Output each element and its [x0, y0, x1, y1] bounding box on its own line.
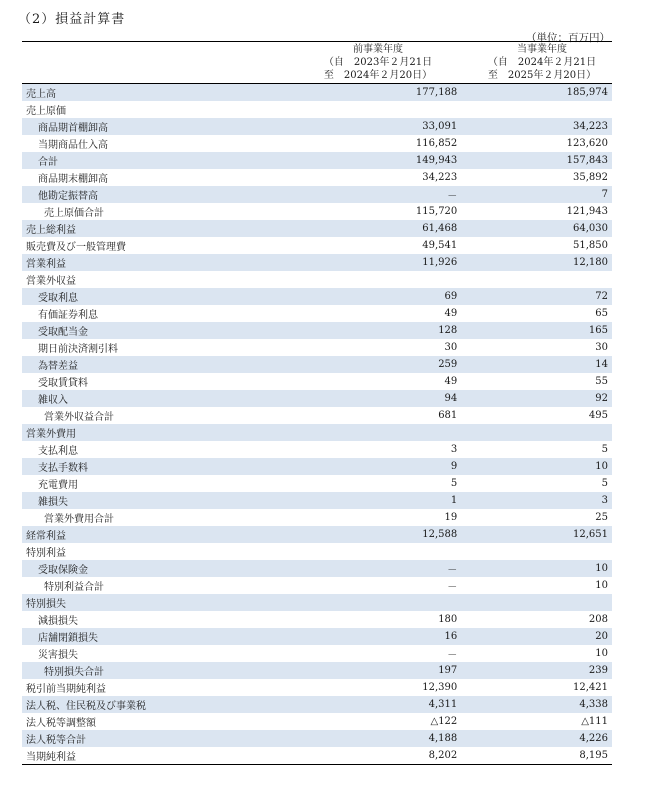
- prior-year-value: 12,588: [336, 526, 468, 543]
- income-statement-table: [22, 84, 612, 765]
- header-top-rule: [22, 41, 612, 42]
- row-label: 売上高: [22, 84, 336, 101]
- current-year-value: [486, 594, 612, 611]
- row-label: 受取賃貸料: [38, 378, 88, 389]
- table-row: [22, 237, 612, 254]
- row-label: 販売費及び一般管理費: [26, 242, 126, 253]
- table-row: [22, 577, 612, 594]
- table-row: [22, 696, 612, 713]
- table-row: [22, 390, 612, 407]
- row-label: 商品期末棚卸高: [38, 174, 108, 185]
- prior-year-value: 19: [444, 512, 458, 523]
- current-year-value: [486, 101, 612, 118]
- column-gap: [467, 526, 486, 543]
- column-gap: [467, 594, 486, 611]
- table-row: [22, 611, 612, 628]
- table-row: [22, 356, 612, 373]
- prior-year-value: 115,720: [415, 206, 458, 217]
- prior-year-value: －: [447, 582, 458, 593]
- table-row: [22, 101, 612, 118]
- current-year-value: [486, 543, 612, 560]
- row-label: 受取利息: [22, 288, 336, 305]
- table-row: [22, 424, 612, 441]
- table-row: [22, 458, 612, 475]
- column-gap: [467, 747, 486, 765]
- row-label: 受取保険金: [22, 560, 336, 577]
- column-gap: [467, 135, 486, 152]
- prior-year-value: 681: [438, 410, 458, 421]
- column-gap: [467, 679, 486, 696]
- column-gap: [467, 203, 486, 220]
- table-row: [22, 492, 612, 509]
- row-label: 営業外収益: [26, 276, 76, 287]
- column-gap: [467, 475, 486, 492]
- prior-year-value: 16: [336, 628, 468, 645]
- prior-period-from: （自 2023年２月21日: [323, 57, 433, 68]
- table-row: [22, 594, 612, 611]
- column-gap: [467, 339, 486, 356]
- prior-period-to: 至 2024年２月20日）: [323, 70, 433, 81]
- row-label: 売上原価合計: [44, 208, 104, 219]
- table-row: [22, 645, 612, 662]
- row-label: 特別利益合計: [44, 582, 104, 593]
- prior-year-value: 177,188: [336, 84, 468, 101]
- prior-year-value: 197: [336, 662, 468, 679]
- column-gap: [467, 356, 486, 373]
- current-year-value: 4,226: [486, 730, 612, 747]
- table-row: [22, 407, 612, 424]
- current-year-value: 208: [588, 614, 608, 625]
- current-year-value: 495: [588, 410, 608, 421]
- column-gap: [467, 305, 486, 322]
- prior-year-value: 3: [450, 444, 458, 455]
- income-statement-body: [22, 84, 612, 765]
- row-label: 減損損失: [38, 616, 78, 627]
- prior-year-value: [336, 424, 468, 441]
- prior-period-title: 前事業年度: [353, 44, 403, 55]
- table-row: [22, 373, 612, 390]
- row-label: 売上原価: [26, 106, 66, 117]
- prior-year-value: 12,390: [422, 682, 458, 693]
- prior-year-value: 34,223: [422, 172, 458, 183]
- current-year-value: 92: [486, 390, 612, 407]
- column-gap: [467, 271, 486, 288]
- row-label: 商品期首棚卸高: [22, 118, 336, 135]
- table-row: [22, 628, 612, 645]
- table-row: [22, 220, 612, 237]
- table-row: [22, 305, 612, 322]
- current-year-value: 20: [486, 628, 612, 645]
- unit-note: （単位：百万円）: [526, 32, 610, 44]
- current-year-value: 72: [486, 288, 612, 305]
- column-gap: [467, 662, 486, 679]
- current-year-value: 10: [595, 648, 608, 659]
- prior-year-value: 128: [336, 322, 468, 339]
- row-label: 有価証券利息: [38, 310, 98, 321]
- row-label: 雑収入: [22, 390, 336, 407]
- current-period-to: 至 2025年２月20日）: [487, 70, 597, 81]
- column-gap: [467, 288, 486, 305]
- current-year-value: △111: [581, 716, 608, 727]
- current-year-value: 5: [601, 478, 608, 489]
- current-year-value: 12,651: [486, 526, 612, 543]
- table-row: [22, 271, 612, 288]
- current-period-title: 当事業年度: [517, 44, 567, 55]
- current-year-value: 8,195: [486, 747, 612, 765]
- table-row: [22, 322, 612, 339]
- current-year-value: 65: [595, 308, 608, 319]
- row-label: 売上総利益: [22, 220, 336, 237]
- current-year-value: 51,850: [573, 240, 608, 251]
- current-period-header: [472, 43, 612, 82]
- row-label: 支払利息: [38, 446, 78, 457]
- prior-year-value: 4,188: [336, 730, 468, 747]
- prior-year-value: 5: [450, 478, 458, 489]
- column-gap: [467, 645, 486, 662]
- row-label: 当期純利益: [22, 747, 336, 765]
- row-label: 法人税、住民税及び事業税: [22, 696, 336, 713]
- prior-year-value: [336, 101, 468, 118]
- column-gap: [467, 509, 486, 526]
- prior-year-value: 8,202: [336, 747, 468, 765]
- row-label: 税引前当期純利益: [26, 684, 106, 695]
- prior-year-value: 33,091: [336, 118, 468, 135]
- row-label: 支払手数料: [22, 458, 336, 475]
- table-row: [22, 135, 612, 152]
- table-row: [22, 543, 612, 560]
- prior-period-header: [308, 43, 448, 82]
- column-gap: [467, 713, 486, 730]
- prior-year-value: 11,926: [336, 254, 468, 271]
- current-year-value: 55: [595, 376, 608, 387]
- prior-year-value: －: [336, 560, 468, 577]
- table-row: [22, 747, 612, 765]
- current-year-value: 10: [595, 580, 608, 591]
- current-year-value: 30: [595, 342, 608, 353]
- column-gap: [467, 696, 486, 713]
- row-label: 当期商品仕入高: [38, 140, 108, 151]
- table-row: [22, 730, 612, 747]
- row-label: 店舗閉鎖損失: [22, 628, 336, 645]
- current-year-value: 14: [486, 356, 612, 373]
- prior-year-value: 94: [336, 390, 468, 407]
- row-label: 災害損失: [38, 650, 78, 661]
- table-row: [22, 288, 612, 305]
- row-label: 雑損失: [22, 492, 336, 509]
- prior-year-value: 4,311: [336, 696, 468, 713]
- column-gap: [467, 560, 486, 577]
- statement-title: （2）損益計算書: [18, 12, 126, 27]
- current-year-value: 121,943: [566, 206, 608, 217]
- prior-year-value: [336, 594, 468, 611]
- row-label: 営業利益: [22, 254, 336, 271]
- column-gap: [467, 730, 486, 747]
- table-row: [22, 84, 612, 101]
- prior-year-value: 49: [444, 308, 458, 319]
- table-row: [22, 679, 612, 696]
- prior-year-value: 259: [336, 356, 468, 373]
- column-gap: [467, 84, 486, 101]
- column-gap: [467, 543, 486, 560]
- row-label: 合計: [22, 152, 336, 169]
- prior-year-value: 116,852: [415, 138, 458, 149]
- column-gap: [467, 373, 486, 390]
- table-row: [22, 169, 612, 186]
- column-gap: [467, 101, 486, 118]
- row-label: 法人税等合計: [22, 730, 336, 747]
- table-row: [22, 475, 612, 492]
- current-year-value: 7: [486, 186, 612, 203]
- prior-year-value: △122: [430, 716, 458, 727]
- column-gap: [467, 237, 486, 254]
- table-row: [22, 118, 612, 135]
- row-label: 特別損失合計: [22, 662, 336, 679]
- current-year-value: 35,892: [573, 172, 608, 183]
- table-row: [22, 509, 612, 526]
- prior-year-value: 69: [336, 288, 468, 305]
- column-gap: [467, 577, 486, 594]
- row-label: 特別利益: [26, 548, 66, 559]
- current-year-value: [486, 424, 612, 441]
- column-gap: [467, 407, 486, 424]
- row-label: 充電費用: [38, 480, 78, 491]
- column-gap: [467, 220, 486, 237]
- current-year-value: 64,030: [486, 220, 612, 237]
- current-year-value: 10: [486, 458, 612, 475]
- column-gap: [467, 322, 486, 339]
- current-year-value: 239: [486, 662, 612, 679]
- row-label: 営業外収益合計: [44, 412, 114, 423]
- current-year-value: 4,338: [486, 696, 612, 713]
- column-gap: [467, 118, 486, 135]
- current-year-value: 3: [486, 492, 612, 509]
- column-gap: [467, 390, 486, 407]
- column-gap: [467, 254, 486, 271]
- column-gap: [467, 492, 486, 509]
- prior-year-value: 30: [444, 342, 458, 353]
- table-row: [22, 339, 612, 356]
- column-gap: [467, 169, 486, 186]
- row-label: 為替差益: [22, 356, 336, 373]
- current-year-value: 10: [486, 560, 612, 577]
- row-label: 受取配当金: [22, 322, 336, 339]
- table-row: [22, 203, 612, 220]
- prior-year-value: [336, 271, 468, 288]
- table-row: [22, 560, 612, 577]
- current-year-value: 5: [601, 444, 608, 455]
- column-gap: [467, 611, 486, 628]
- prior-year-value: [336, 543, 468, 560]
- column-gap: [467, 441, 486, 458]
- current-period-from: （自 2024年２月21日: [487, 57, 597, 68]
- prior-year-value: 149,943: [336, 152, 468, 169]
- row-label: 法人税等調整額: [26, 718, 96, 729]
- table-row: [22, 152, 612, 169]
- prior-year-value: 180: [438, 614, 458, 625]
- current-year-value: 12,421: [573, 682, 608, 693]
- current-year-value: 12,180: [486, 254, 612, 271]
- current-year-value: 123,620: [566, 138, 608, 149]
- current-year-value: 34,223: [486, 118, 612, 135]
- table-row: [22, 441, 612, 458]
- column-gap: [467, 628, 486, 645]
- table-row: [22, 526, 612, 543]
- prior-year-value: 61,468: [336, 220, 468, 237]
- prior-year-value: －: [336, 186, 468, 203]
- prior-year-value: 49,541: [422, 240, 458, 251]
- prior-year-value: 9: [336, 458, 468, 475]
- column-gap: [467, 424, 486, 441]
- current-year-value: 185,974: [486, 84, 612, 101]
- row-label: 期日前決済割引料: [38, 344, 118, 355]
- current-year-value: [486, 271, 612, 288]
- column-gap: [467, 152, 486, 169]
- column-gap: [467, 186, 486, 203]
- current-year-value: 25: [595, 512, 608, 523]
- table-row: [22, 186, 612, 203]
- row-label: 特別損失: [22, 594, 336, 611]
- row-label: 他勘定振替高: [22, 186, 336, 203]
- row-label: 経常利益: [22, 526, 336, 543]
- current-year-value: 165: [486, 322, 612, 339]
- table-row: [22, 254, 612, 271]
- prior-year-value: 1: [336, 492, 468, 509]
- table-row: [22, 713, 612, 730]
- table-row: [22, 662, 612, 679]
- prior-year-value: 49: [444, 376, 458, 387]
- row-label: 営業外費用合計: [44, 514, 114, 525]
- prior-year-value: －: [447, 650, 458, 661]
- current-year-value: 157,843: [486, 152, 612, 169]
- column-gap: [467, 458, 486, 475]
- row-label: 営業外費用: [22, 424, 336, 441]
